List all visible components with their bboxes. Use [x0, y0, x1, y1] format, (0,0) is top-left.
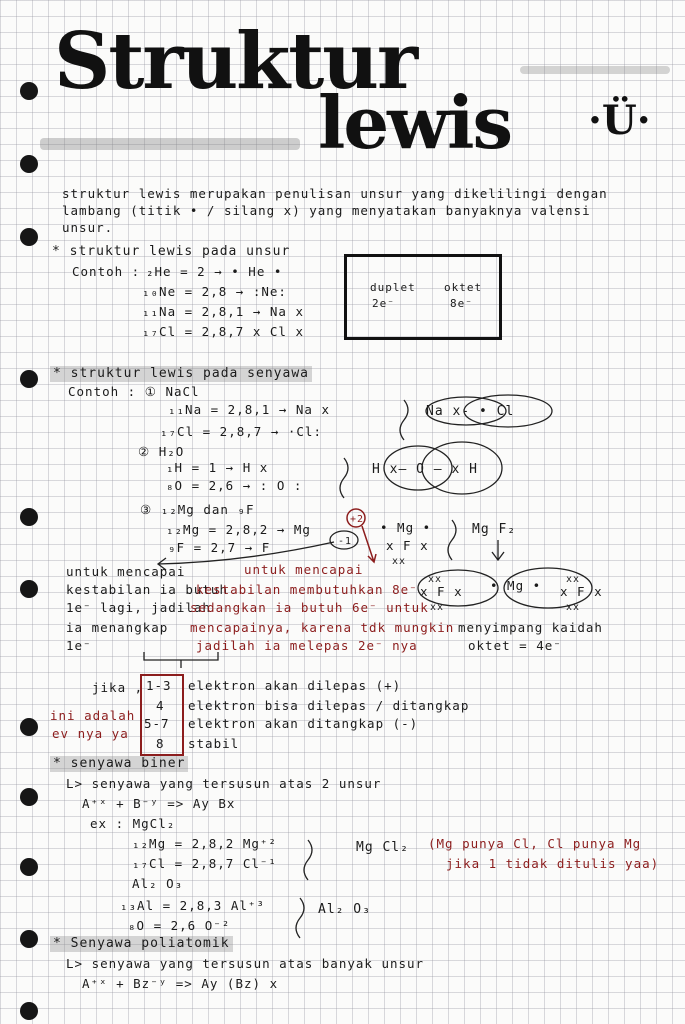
rule-text: stabil — [188, 736, 240, 751]
red-note-line: untuk mencapai — [244, 562, 364, 577]
note-line: untuk mencapai — [66, 564, 186, 579]
lewis-structure: xx — [430, 602, 445, 613]
lewis-structure: x F x — [386, 538, 429, 553]
definition: L> senyawa yang tersusun atas banyak unsur — [66, 956, 425, 971]
lewis-structure: xx — [392, 556, 407, 567]
red-note-line: kestabilan membutuhkan 8e⁻ — [196, 582, 418, 597]
page-title-line2: lewis — [318, 80, 512, 165]
example-line: Al₂ O₃ — [132, 876, 184, 891]
duplet-label: duplet — [370, 281, 416, 294]
rule-number: 8 — [156, 736, 165, 751]
example-line: ₉F = 2,7 → F — [168, 540, 271, 555]
intro-line: unsur. — [62, 220, 114, 235]
note-line: kestabilan ia butuh — [66, 582, 228, 597]
compound-formula: Mg Cl₂ — [356, 840, 409, 855]
rule-number: 1-3 — [146, 678, 172, 693]
section-heading: * Senyawa poliatomik — [50, 936, 233, 952]
unsur-row: ₁₁Na = 2,8,1 → Na x — [142, 304, 304, 319]
section-heading: * senyawa biner — [50, 756, 188, 772]
rule-number: 4 — [156, 698, 165, 713]
compound-formula: Al₂ O₃ — [318, 902, 371, 917]
intro-line: lambang (titik • / silang x) yang menyatakan banyaknya valensi — [62, 203, 591, 218]
lewis-structure: xx — [566, 602, 581, 613]
note-line: 1e⁻ — [66, 638, 92, 653]
red-side-note: ev nya ya — [52, 726, 129, 741]
formula: A⁺ˣ + Bz⁻ʸ => Ay (Bz) x — [82, 976, 279, 991]
lewis-structure: x F x — [420, 584, 463, 599]
example-line: ₁₇Cl = 2,8,7 Cl⁻¹ — [132, 856, 277, 871]
example-line: ₁₇Cl = 2,8,7 → ·Cl: — [160, 424, 322, 439]
unsur-row: ₁₀Ne = 2,8 → :Ne: — [142, 284, 287, 299]
lewis-structure: x F x — [560, 584, 603, 599]
unsur-row: ₂He = 2 → • He • — [146, 264, 283, 279]
lewis-structure: Na x- • Cl — [426, 404, 515, 419]
red-note-line: mencapainya, karena tdk mungkin — [190, 620, 455, 635]
rule-text: elektron bisa dilepas / ditangkap — [188, 698, 470, 713]
duplet-value: 2e⁻ — [372, 297, 395, 310]
lewis-structure: • Mg • — [380, 520, 432, 535]
page-title-line1: Struktur — [54, 16, 417, 107]
example-line: ₈O = 2,6 O⁻² — [128, 918, 231, 933]
unsur-row: ₁₇Cl = 2,8,7 x Cl x — [142, 324, 304, 339]
example-line: ② H₂O — [138, 444, 185, 459]
example-line: ③ ₁₂Mg dan ₉F — [140, 502, 255, 517]
lewis-structure: H x— O — x H — [372, 462, 478, 477]
charge-label: -1 — [338, 536, 353, 547]
example-line: ₁₁Na = 2,8,1 → Na x — [168, 402, 330, 417]
intro-line: struktur lewis merupakan penulisan unsur yang dikelilingi dengan — [62, 186, 608, 201]
oktet-label: oktet — [444, 281, 483, 294]
example-line: ₁H = 1 → H x — [166, 460, 269, 475]
formula: A⁺ˣ + B⁻ʸ => Ay Bx — [82, 796, 236, 811]
red-note-line: sedangkan ia butuh 6e⁻ untuk — [190, 600, 429, 615]
side-note: oktet = 4e⁻ — [468, 638, 562, 653]
example-line: ₁₂Mg = 2,8,2 Mg⁺² — [132, 836, 277, 851]
lewis-structure: xx — [566, 574, 581, 585]
example-line: ₁₂Mg = 2,8,2 → Mg — [166, 522, 311, 537]
red-note-line: (Mg punya Cl, Cl punya Mg — [428, 836, 642, 851]
note-line: 1e⁻ lagi, jadilah — [66, 600, 211, 615]
definition: L> senyawa yang tersusun atas 2 unsur — [66, 776, 382, 791]
title-smiley-doodle: ·Ü· — [588, 97, 651, 144]
oktet-value: 8e⁻ — [450, 297, 473, 310]
note-line: ia menangkap — [66, 620, 169, 635]
red-note-line: jadilah ia melepas 2e⁻ nya — [196, 638, 418, 653]
rule-intro: jika , — [92, 680, 144, 695]
example-line: ₈O = 2,6 → : O : — [166, 478, 303, 493]
red-note-line: jika 1 tidak ditulis yaa) — [446, 856, 660, 871]
example-label: ex : MgCl₂ — [90, 816, 176, 831]
section-heading: * struktur lewis pada senyawa — [50, 366, 312, 382]
rule-text: elektron akan ditangkap (-) — [188, 716, 419, 731]
charge-label: +2 — [350, 514, 365, 525]
red-side-note: ini adalah — [50, 708, 136, 723]
example-line: ₁₃Al = 2,8,3 Al⁺³ — [120, 898, 265, 913]
contoh-label: Contoh : ① NaCl — [68, 384, 200, 399]
rule-number: 5-7 — [144, 716, 170, 731]
contoh-label: Contoh : — [72, 264, 141, 279]
lewis-structure: xx — [428, 574, 443, 585]
lewis-structure: • Mg • — [490, 578, 542, 593]
rule-text: elektron akan dilepas (+) — [188, 678, 402, 693]
section-heading: * struktur lewis pada unsur — [52, 244, 291, 259]
compound-formula: Mg F₂ — [472, 522, 517, 537]
side-note: menyimpang kaidah — [458, 620, 603, 635]
